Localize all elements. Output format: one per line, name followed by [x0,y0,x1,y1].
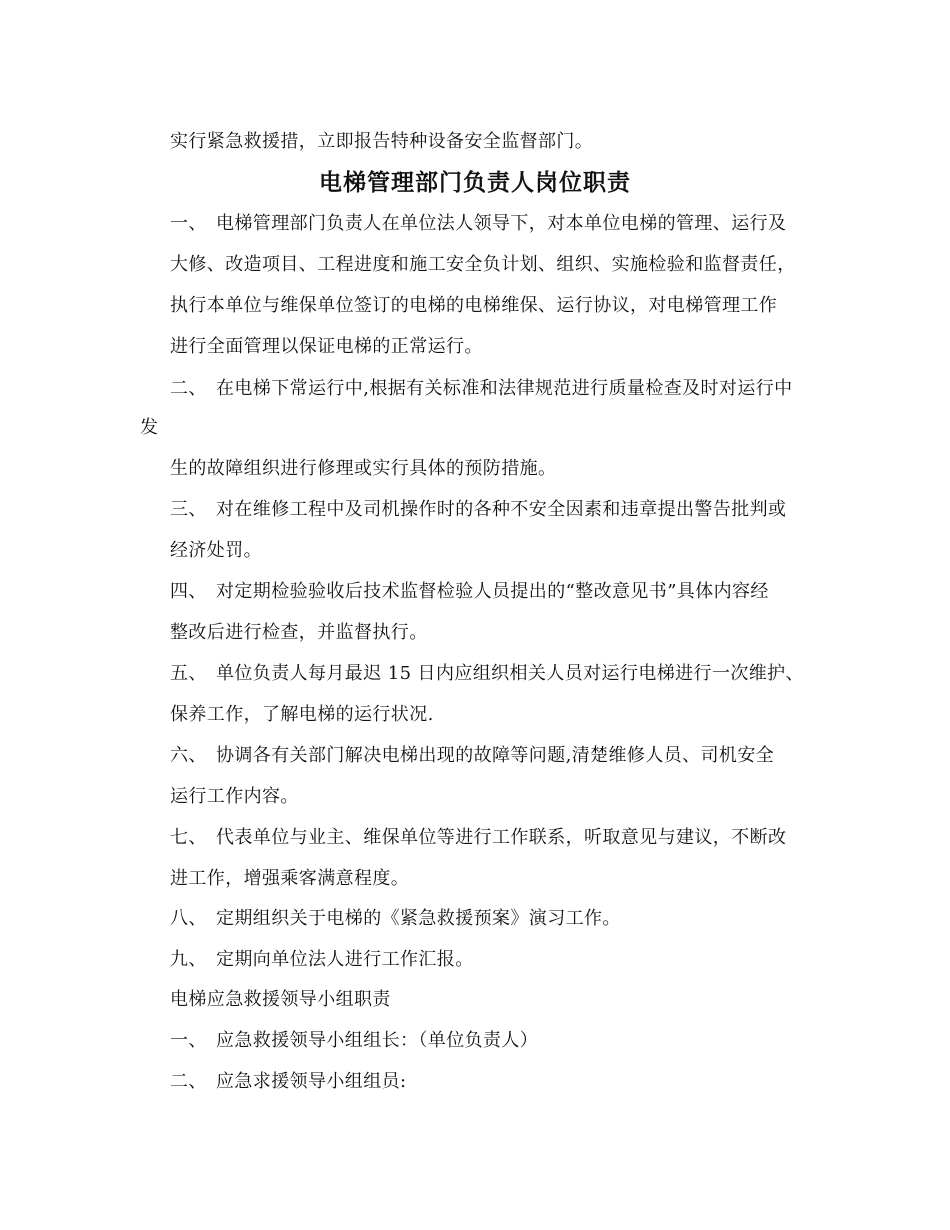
duty-text: 代表单位与业主、维保单位等进行工作联系，听取意见与建议，不断改 [216,827,787,848]
top-line: 实行紧急救援措，立即报告特种设备安全监督部门。 [170,131,594,152]
duty-1-line-2: 大修、改造项目、工程进度和施工安全负计划、组织、实施检验和监督责任， [170,254,796,275]
duty-text: 在电梯下常运行中,根据有关标准和法律规范进行质量检查及时对运行中 [216,378,793,399]
duty-5-line-2: 保养工作，了解电梯的运行状况. [170,704,434,725]
duty-3-line-2: 经济处罚。 [170,540,262,561]
duty-2-line-1 [170,377,793,401]
section-2-title: 电梯应急救援领导小组职责 [170,989,391,1010]
duty-text: 协调各有关部门解决电梯出现的故障等问题,清楚维修人员、司机安全 [216,745,775,766]
duty-6-line-2: 运行工作内容。 [170,786,299,807]
duty-number: 五、 [170,663,207,684]
duty-text: 对在维修工程中及司机操作时的各种不安全因素和违章提出警告批判或 [216,499,787,520]
duty-text: 定期组织关于电梯的《紧急救援预案》演习工作。 [216,908,621,929]
duty-4-line-2: 整改后进行检查，并监督执行。 [170,622,428,643]
item-number: 二、 [170,1071,207,1092]
duty-3-line-1 [170,498,786,522]
duty-5-line-1 [170,662,804,686]
duty-9-line-1 [170,948,474,972]
duty-1-line-4: 进行全面管理以保证电梯的正常运行。 [170,336,483,357]
item-text: 应急求援领导小组组员: [216,1071,407,1092]
section-2-item-1 [170,1029,538,1053]
duty-text: 对定期检验验收后技术监督检验人员提出的“整改意见书”具体内容经 [216,581,769,602]
duty-7-line-2: 进工作，增强乘客满意程度。 [170,868,410,889]
duty-text: 定期向单位法人进行工作汇报。 [216,949,474,970]
duty-number: 四、 [170,581,207,602]
duty-7-line-1 [170,826,786,850]
duty-text: 电梯管理部门负责人在单位法人领导下，对本单位电梯的管理、运行及 [216,213,787,234]
page-title: 电梯管理部门负责人岗位职责 [319,169,631,196]
duty-number: 七、 [170,827,207,848]
duty-2-line-3: 生的故障组织进行修理或实行具体的预防措施。 [170,458,557,479]
duty-number: 九、 [170,949,207,970]
item-text: 应急救援领导小组组长：（单位负责人） [216,1030,539,1051]
duty-2-line-2: 发 [140,417,159,438]
section-2-item-2 [170,1070,406,1094]
duty-1-line-1 [170,212,786,236]
duty-6-line-1 [170,744,774,768]
duty-number: 三、 [170,499,207,520]
item-number: 一、 [170,1030,207,1051]
duty-number: 八、 [170,908,207,929]
duty-4-line-1 [170,580,769,604]
duty-1-line-3: 执行本单位与维保单位签订的电梯的电梯维保、运行协议，对电梯管理工作 [170,295,778,316]
duty-number: 二、 [170,378,207,399]
duty-number: 六、 [170,745,207,766]
duty-text: 单位负责人每月最迟 15 日内应组织相关人员对运行电梯进行一次维护、 [216,663,804,684]
duty-number: 一、 [170,213,207,234]
duty-8-line-1 [170,907,621,931]
